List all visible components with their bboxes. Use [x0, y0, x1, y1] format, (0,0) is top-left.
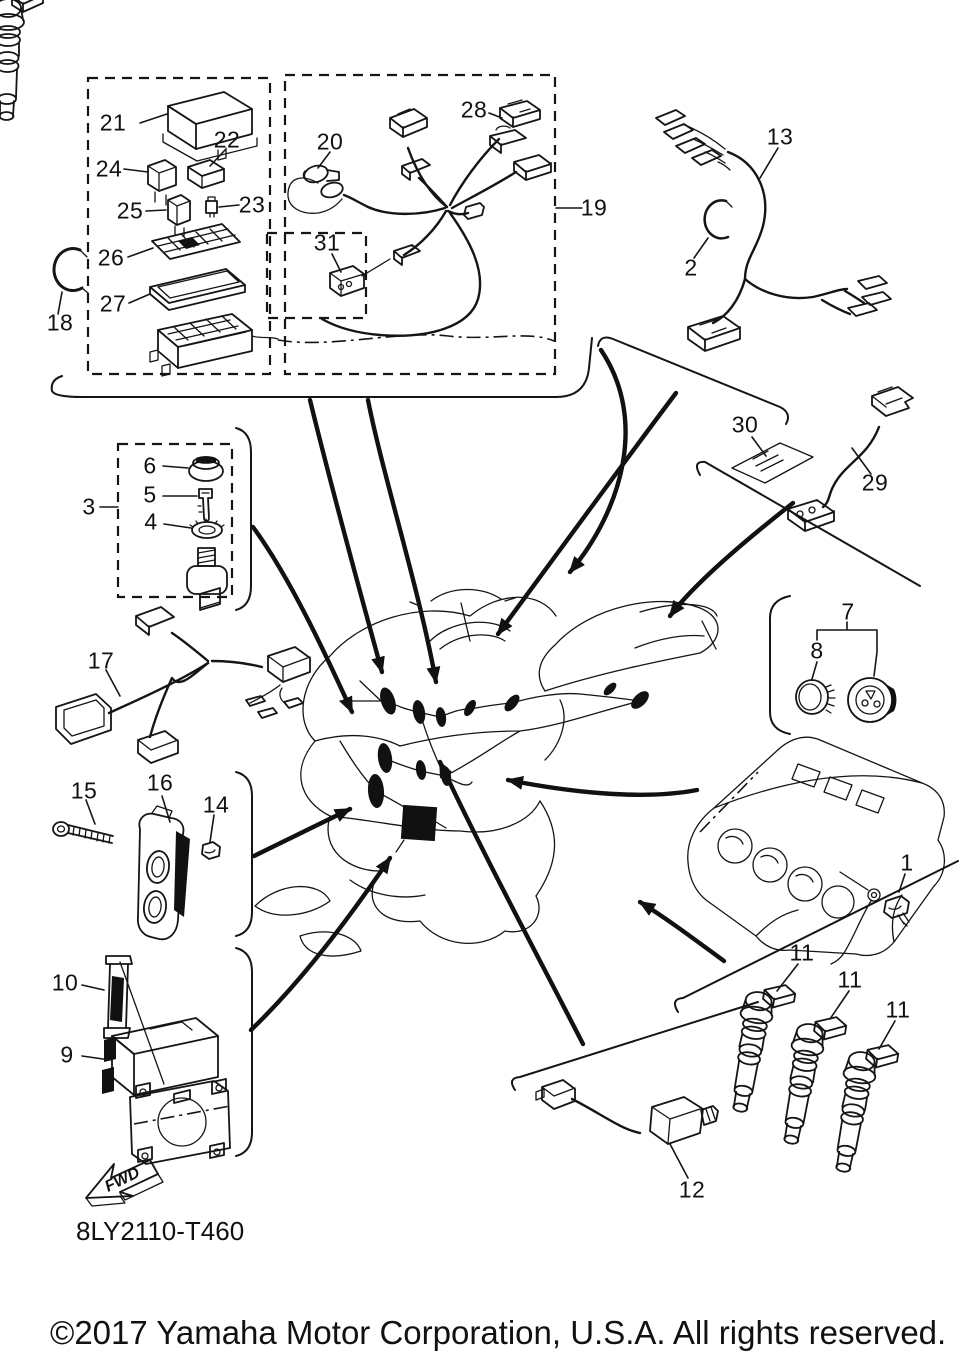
connector — [688, 276, 891, 351]
part-label-24: 24 — [95, 155, 123, 182]
part-7-gauge — [848, 678, 896, 722]
part-label-4: 4 — [144, 508, 158, 535]
part-label-8: 8 — [810, 637, 824, 664]
part-label-17: 17 — [87, 647, 115, 674]
engine-illustration — [688, 737, 945, 955]
part-label-11: 11 — [885, 996, 911, 1023]
part-25-relay — [168, 195, 190, 236]
part-label-9: 9 — [60, 1041, 74, 1068]
part-label-10: 10 — [51, 969, 79, 996]
part-15-screw — [53, 800, 113, 843]
part-26-fuse-block — [152, 224, 240, 259]
part-21-cover — [163, 92, 257, 161]
part-4-ring — [190, 519, 224, 538]
part-14-nut — [202, 815, 220, 859]
part-5-key — [198, 489, 212, 521]
part-label-29: 29 — [861, 469, 889, 496]
part-label-23: 23 — [238, 191, 266, 218]
part-label-16: 16 — [146, 769, 174, 796]
junction-block — [150, 314, 278, 376]
part-label-11: 11 — [837, 966, 863, 993]
part-23-fuse — [206, 197, 217, 217]
leader-arrows — [251, 350, 793, 1044]
part-22-fuse — [188, 160, 224, 188]
part-label-27: 27 — [99, 290, 127, 317]
part-label-15: 15 — [70, 777, 98, 804]
harness-19-group — [267, 75, 582, 374]
part-label-2: 2 — [684, 254, 698, 281]
panel-dividers — [512, 338, 958, 1090]
part-label-19: 19 — [580, 194, 608, 221]
part-label-3: 3 — [82, 493, 96, 520]
fuse-box-group — [88, 78, 554, 376]
part-label-22: 22 — [213, 126, 241, 153]
part-label-28: 28 — [460, 96, 488, 123]
main-switch-group — [100, 428, 251, 610]
part-27-tray — [150, 269, 245, 310]
part-2-clip — [694, 200, 732, 258]
part-label-13: 13 — [766, 123, 794, 150]
part-16-switch-assy — [138, 796, 190, 939]
hull-wiring — [340, 681, 652, 852]
hull-illustration — [255, 589, 718, 956]
part-label-21: 21 — [99, 109, 127, 136]
part-label-31: 31 — [313, 229, 341, 256]
part-label-11: 11 — [789, 939, 815, 966]
part-17-harness — [56, 607, 310, 763]
part-label-14: 14 — [202, 791, 230, 818]
part-7-8-group — [770, 596, 896, 734]
connector — [390, 109, 484, 219]
part-label-7: 7 — [841, 598, 855, 625]
part-label-12: 12 — [678, 1176, 706, 1203]
part-12-sensor — [536, 1080, 718, 1178]
part-8-ring — [796, 680, 835, 714]
ignition-switch — [187, 548, 227, 610]
copyright-text: ©2017 Yamaha Motor Corporation, U.S.A. All rights reserved. — [50, 1314, 947, 1351]
part-label-18: 18 — [46, 309, 74, 336]
part-6-cap — [189, 456, 223, 481]
part-9-ecu — [82, 1018, 230, 1164]
fwd-arrow — [86, 1160, 163, 1206]
bracket-16 — [236, 772, 252, 936]
part-10-band — [82, 956, 164, 1084]
drawing-number: 8LY2110-T460 — [76, 1216, 245, 1246]
part-label-26: 26 — [97, 244, 125, 271]
top-panel-outline — [52, 338, 592, 397]
part-29-lead-wire — [788, 387, 913, 531]
connector-cluster — [656, 110, 730, 170]
part-label-5: 5 — [143, 481, 157, 508]
part-18-clip — [54, 249, 88, 293]
fwd-label: FWD — [102, 1164, 143, 1196]
bracket-9 — [236, 948, 252, 1156]
part-label-1: 1 — [900, 849, 914, 876]
part-label-20: 20 — [316, 128, 344, 155]
part-20-lamp — [288, 163, 345, 213]
part-30-sheet — [732, 437, 813, 483]
connector — [136, 607, 310, 763]
part-label-6: 6 — [143, 452, 157, 479]
part-label-25: 25 — [116, 197, 144, 224]
part-label-30: 30 — [731, 411, 759, 438]
